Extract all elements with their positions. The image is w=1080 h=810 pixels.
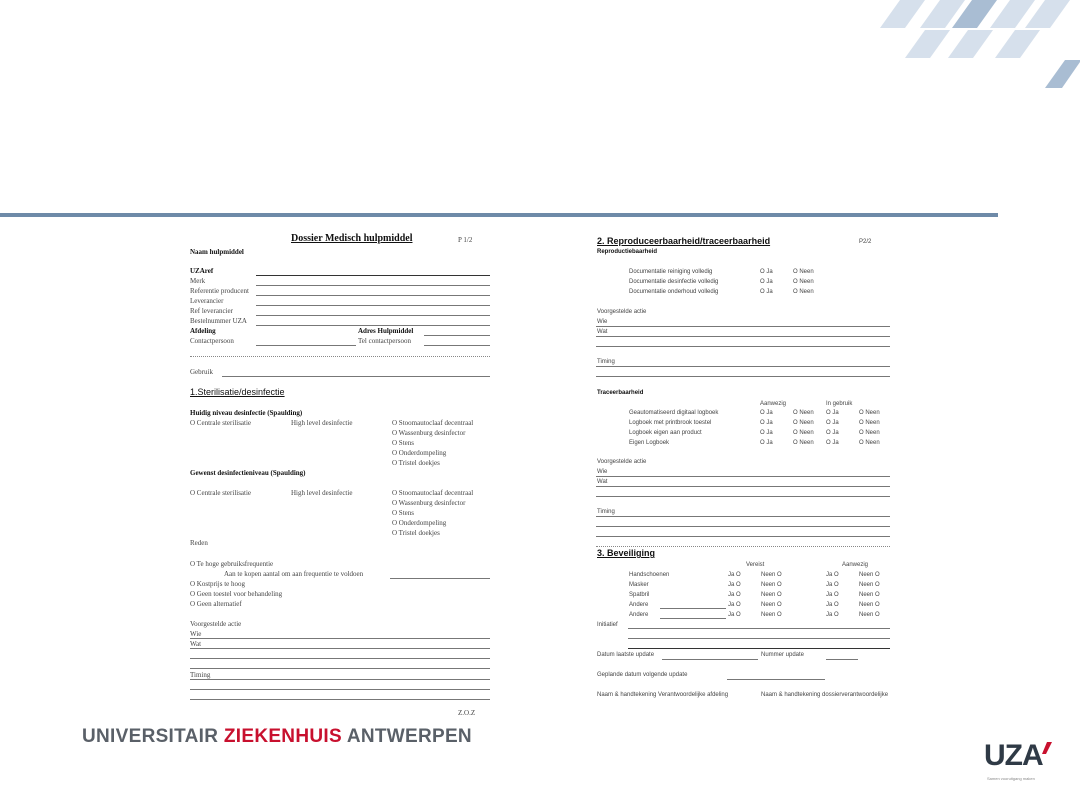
org-name-part: UNIVERSITAIR bbox=[82, 726, 219, 747]
field-line bbox=[190, 699, 490, 700]
sign-dept-label: Naam & handtekening Verantwoordelijke afdeling bbox=[597, 692, 729, 698]
field-line bbox=[628, 638, 890, 639]
option: O Stens bbox=[392, 439, 414, 447]
field-line bbox=[256, 345, 356, 346]
bev-row-label: Andere bbox=[629, 612, 649, 618]
ingebruik-header: In gebruik bbox=[826, 401, 853, 407]
zoz-label: Z.O.Z bbox=[458, 709, 476, 717]
doc-nee: O Neen bbox=[793, 269, 814, 275]
field-line bbox=[190, 668, 490, 669]
option-central: O Centrale sterilisatie bbox=[190, 419, 252, 427]
tracer-nee: O Neen bbox=[793, 430, 814, 436]
tracer-row-label: Logboek met printbrook toestel bbox=[629, 420, 712, 426]
reden-option: O Te hoge gebruiksfrequentie bbox=[190, 560, 274, 568]
afdeling-label: Afdeling bbox=[190, 327, 216, 335]
bev-nee: Neen O bbox=[761, 572, 782, 578]
document-page-2 bbox=[596, 230, 892, 700]
bev-nee2: Neen O bbox=[859, 602, 880, 608]
tracer-nee2: O Neen bbox=[859, 430, 880, 436]
field-line bbox=[596, 486, 890, 487]
gepland-label: Geplande datum volgende update bbox=[597, 672, 688, 678]
divider bbox=[596, 546, 890, 547]
naam-label: Naam hulpmiddel bbox=[190, 248, 244, 256]
field-line bbox=[390, 578, 490, 579]
option: O Wassenburg desinfector bbox=[392, 429, 466, 437]
field-label: Bestelnummer UZA bbox=[190, 317, 247, 325]
tracer-ja2: O Ja bbox=[826, 440, 839, 446]
doc-nee: O Neen bbox=[793, 279, 814, 285]
huidig-label: Huidig niveau desinfectie (Spaulding) bbox=[190, 409, 303, 417]
option: O Stens bbox=[392, 509, 414, 517]
reden-option: O Kostprijs te hoog bbox=[190, 580, 246, 588]
tracer-row-label: Geautomatiseerd digitaal logboek bbox=[629, 410, 719, 416]
field-line bbox=[596, 366, 890, 367]
bev-nee2: Neen O bbox=[859, 592, 880, 598]
page1-number: P 1/2 bbox=[458, 236, 473, 244]
header-rule bbox=[0, 213, 998, 217]
field-line bbox=[190, 658, 490, 659]
tracer-ja: O Ja bbox=[760, 420, 773, 426]
datum-label: Datum laatste update bbox=[597, 652, 655, 658]
timing-label: Timing bbox=[597, 359, 615, 365]
field-label: Referentie producent bbox=[190, 287, 249, 295]
field-line bbox=[190, 648, 490, 649]
reden-option: O Geen alternatief bbox=[190, 600, 242, 608]
tracer-nee: O Neen bbox=[793, 420, 814, 426]
decorative-stripes bbox=[0, 0, 1080, 120]
tracer-nee2: O Neen bbox=[859, 410, 880, 416]
bev-nee: Neen O bbox=[761, 582, 782, 588]
tracer-nee2: O Neen bbox=[859, 420, 880, 426]
timing-label: Timing bbox=[190, 671, 211, 679]
bev-ja: Ja O bbox=[728, 592, 741, 598]
field-label: UZAref bbox=[190, 267, 214, 275]
bev-row-label: Andere bbox=[629, 602, 649, 608]
doc-row-label: Documentatie onderhoud volledig bbox=[629, 289, 719, 295]
bev-row-label: Spatbril bbox=[629, 592, 650, 598]
field-line bbox=[596, 496, 890, 497]
option-central: O Centrale sterilisatie bbox=[190, 489, 252, 497]
doc-row-label: Documentatie reiniging volledig bbox=[629, 269, 713, 275]
adres-label: Adres Hulpmiddel bbox=[358, 327, 414, 335]
field-line bbox=[596, 336, 890, 337]
doc-ja: O Ja bbox=[760, 269, 773, 275]
uza-logo bbox=[984, 740, 1054, 790]
field-line bbox=[727, 679, 825, 680]
tracer-ja2: O Ja bbox=[826, 430, 839, 436]
field-line bbox=[596, 536, 890, 537]
bev-row-label: Handschoenen bbox=[629, 572, 670, 578]
aanwezig2-header: Aanwezig bbox=[842, 562, 869, 568]
field-line bbox=[596, 376, 890, 377]
section-1-title: 1.Sterilisatie/desinfectie bbox=[190, 387, 285, 397]
option-highlevel: High level desinfectie bbox=[291, 419, 353, 427]
field-line bbox=[222, 376, 490, 377]
page1-title: Dossier Medisch hulpmiddel bbox=[291, 233, 413, 244]
field-line bbox=[596, 476, 890, 477]
field-line bbox=[190, 679, 490, 680]
document-page-1 bbox=[190, 230, 492, 720]
field-line bbox=[628, 648, 890, 649]
bev-ja2: Ja O bbox=[826, 602, 839, 608]
timing-label: Timing bbox=[597, 509, 615, 515]
bev-nee: Neen O bbox=[761, 612, 782, 618]
reden-label: Reden bbox=[190, 539, 208, 547]
field-label: Ref leverancier bbox=[190, 307, 233, 315]
field-line bbox=[424, 335, 490, 336]
page2-title: 2. Reproduceerbaarheid/traceerbaarheid bbox=[597, 236, 771, 246]
option: O Onderdompeling bbox=[392, 519, 447, 527]
logo-accent-icon bbox=[1042, 742, 1052, 754]
wat-label: Wat bbox=[190, 640, 202, 648]
repro-label: Reproductiebaarheid bbox=[597, 249, 658, 255]
field-label: Leverancier bbox=[190, 297, 224, 305]
bev-nee2: Neen O bbox=[859, 572, 880, 578]
bev-ja: Ja O bbox=[728, 582, 741, 588]
tracer-row-label: Logboek eigen aan product bbox=[629, 430, 702, 436]
field-line bbox=[256, 275, 490, 276]
field-line bbox=[190, 689, 490, 690]
option: O Onderdompeling bbox=[392, 449, 447, 457]
bev-ja2: Ja O bbox=[826, 572, 839, 578]
field-line bbox=[424, 345, 490, 346]
field-line bbox=[256, 285, 490, 286]
bev-ja: Ja O bbox=[728, 612, 741, 618]
bev-nee: Neen O bbox=[761, 602, 782, 608]
tracer-nee2: O Neen bbox=[859, 440, 880, 446]
page2-number: P2/2 bbox=[859, 239, 872, 245]
reden-option: O Geen toestel voor behandeling bbox=[190, 590, 283, 598]
bev-row-label: Masker bbox=[629, 582, 649, 588]
field-line bbox=[826, 659, 858, 660]
bev-ja2: Ja O bbox=[826, 592, 839, 598]
logo-text: UZA bbox=[984, 739, 1043, 772]
tracer-ja2: O Ja bbox=[826, 420, 839, 426]
sign-dossier-label: Naam & handtekening dossierverantwoordelijke bbox=[761, 692, 889, 698]
bev-nee2: Neen O bbox=[859, 612, 880, 618]
tel-label: Tel contactpersoon bbox=[358, 337, 411, 345]
field-line bbox=[596, 326, 890, 327]
option: O Stoomautoclaaf decentraal bbox=[392, 419, 474, 427]
field-line bbox=[660, 618, 726, 619]
field-line bbox=[596, 516, 890, 517]
option: O Stoomautoclaaf decentraal bbox=[392, 489, 474, 497]
logo-tagline: Samen vooruitgang maken bbox=[987, 776, 1035, 781]
doc-ja: O Ja bbox=[760, 279, 773, 285]
bev-ja2: Ja O bbox=[826, 582, 839, 588]
actie-label: Voorgestelde actie bbox=[190, 620, 242, 628]
wie-label: Wie bbox=[597, 319, 608, 325]
field-line bbox=[660, 608, 726, 609]
option: O Wassenburg desinfector bbox=[392, 499, 466, 507]
tracer-ja2: O Ja bbox=[826, 410, 839, 416]
wat-label: Wat bbox=[597, 329, 608, 335]
actie-label: Voorgestelde actie bbox=[597, 309, 647, 315]
initiatief-label: Initiatief bbox=[597, 622, 618, 628]
org-name-part: ANTWERPEN bbox=[346, 726, 472, 747]
field-line bbox=[596, 346, 890, 347]
tracer-ja: O Ja bbox=[760, 430, 773, 436]
nummer-label: Nummer update bbox=[761, 652, 805, 658]
field-label: Merk bbox=[190, 277, 206, 285]
reden-option: Aan te kopen aantal om aan frequentie te voldoen bbox=[224, 570, 364, 578]
doc-ja: O Ja bbox=[760, 289, 773, 295]
tracer-nee: O Neen bbox=[793, 410, 814, 416]
field-line bbox=[256, 295, 490, 296]
actie-label: Voorgestelde actie bbox=[597, 459, 647, 465]
tracer-label: Traceerbaarheid bbox=[597, 390, 644, 396]
divider bbox=[190, 356, 490, 357]
bev-ja2: Ja O bbox=[826, 612, 839, 618]
field-line bbox=[628, 628, 890, 629]
tracer-nee: O Neen bbox=[793, 440, 814, 446]
gebruik-label: Gebruik bbox=[190, 368, 213, 376]
wat-label: Wat bbox=[597, 479, 608, 485]
org-name-part: ZIEKENHUIS bbox=[223, 726, 342, 747]
field-line bbox=[190, 638, 490, 639]
wie-label: Wie bbox=[597, 469, 608, 475]
option: O Tristel doekjes bbox=[392, 459, 440, 467]
doc-nee: O Neen bbox=[793, 289, 814, 295]
field-line bbox=[256, 315, 490, 316]
option-highlevel: High level desinfectie bbox=[291, 489, 353, 497]
organization-name bbox=[82, 726, 472, 748]
doc-row-label: Documentatie desinfectie volledig bbox=[629, 279, 719, 285]
tracer-ja: O Ja bbox=[760, 410, 773, 416]
aanwezig-header: Aanwezig bbox=[760, 401, 787, 407]
option: O Tristel doekjes bbox=[392, 529, 440, 537]
bev-nee2: Neen O bbox=[859, 582, 880, 588]
field-line bbox=[596, 526, 890, 527]
gewenst-label: Gewenst desinfectieniveau (Spaulding) bbox=[190, 469, 306, 477]
bev-nee: Neen O bbox=[761, 592, 782, 598]
vereist-header: Vereist bbox=[746, 562, 765, 568]
tracer-row-label: Eigen Logboek bbox=[629, 440, 670, 446]
field-line bbox=[256, 305, 490, 306]
bev-ja: Ja O bbox=[728, 572, 741, 578]
tracer-ja: O Ja bbox=[760, 440, 773, 446]
section-3-title: 3. Beveiliging bbox=[597, 548, 656, 558]
wie-label: Wie bbox=[190, 630, 202, 638]
contact-label: Contactpersoon bbox=[190, 337, 234, 345]
field-line bbox=[662, 659, 758, 660]
bev-ja: Ja O bbox=[728, 602, 741, 608]
